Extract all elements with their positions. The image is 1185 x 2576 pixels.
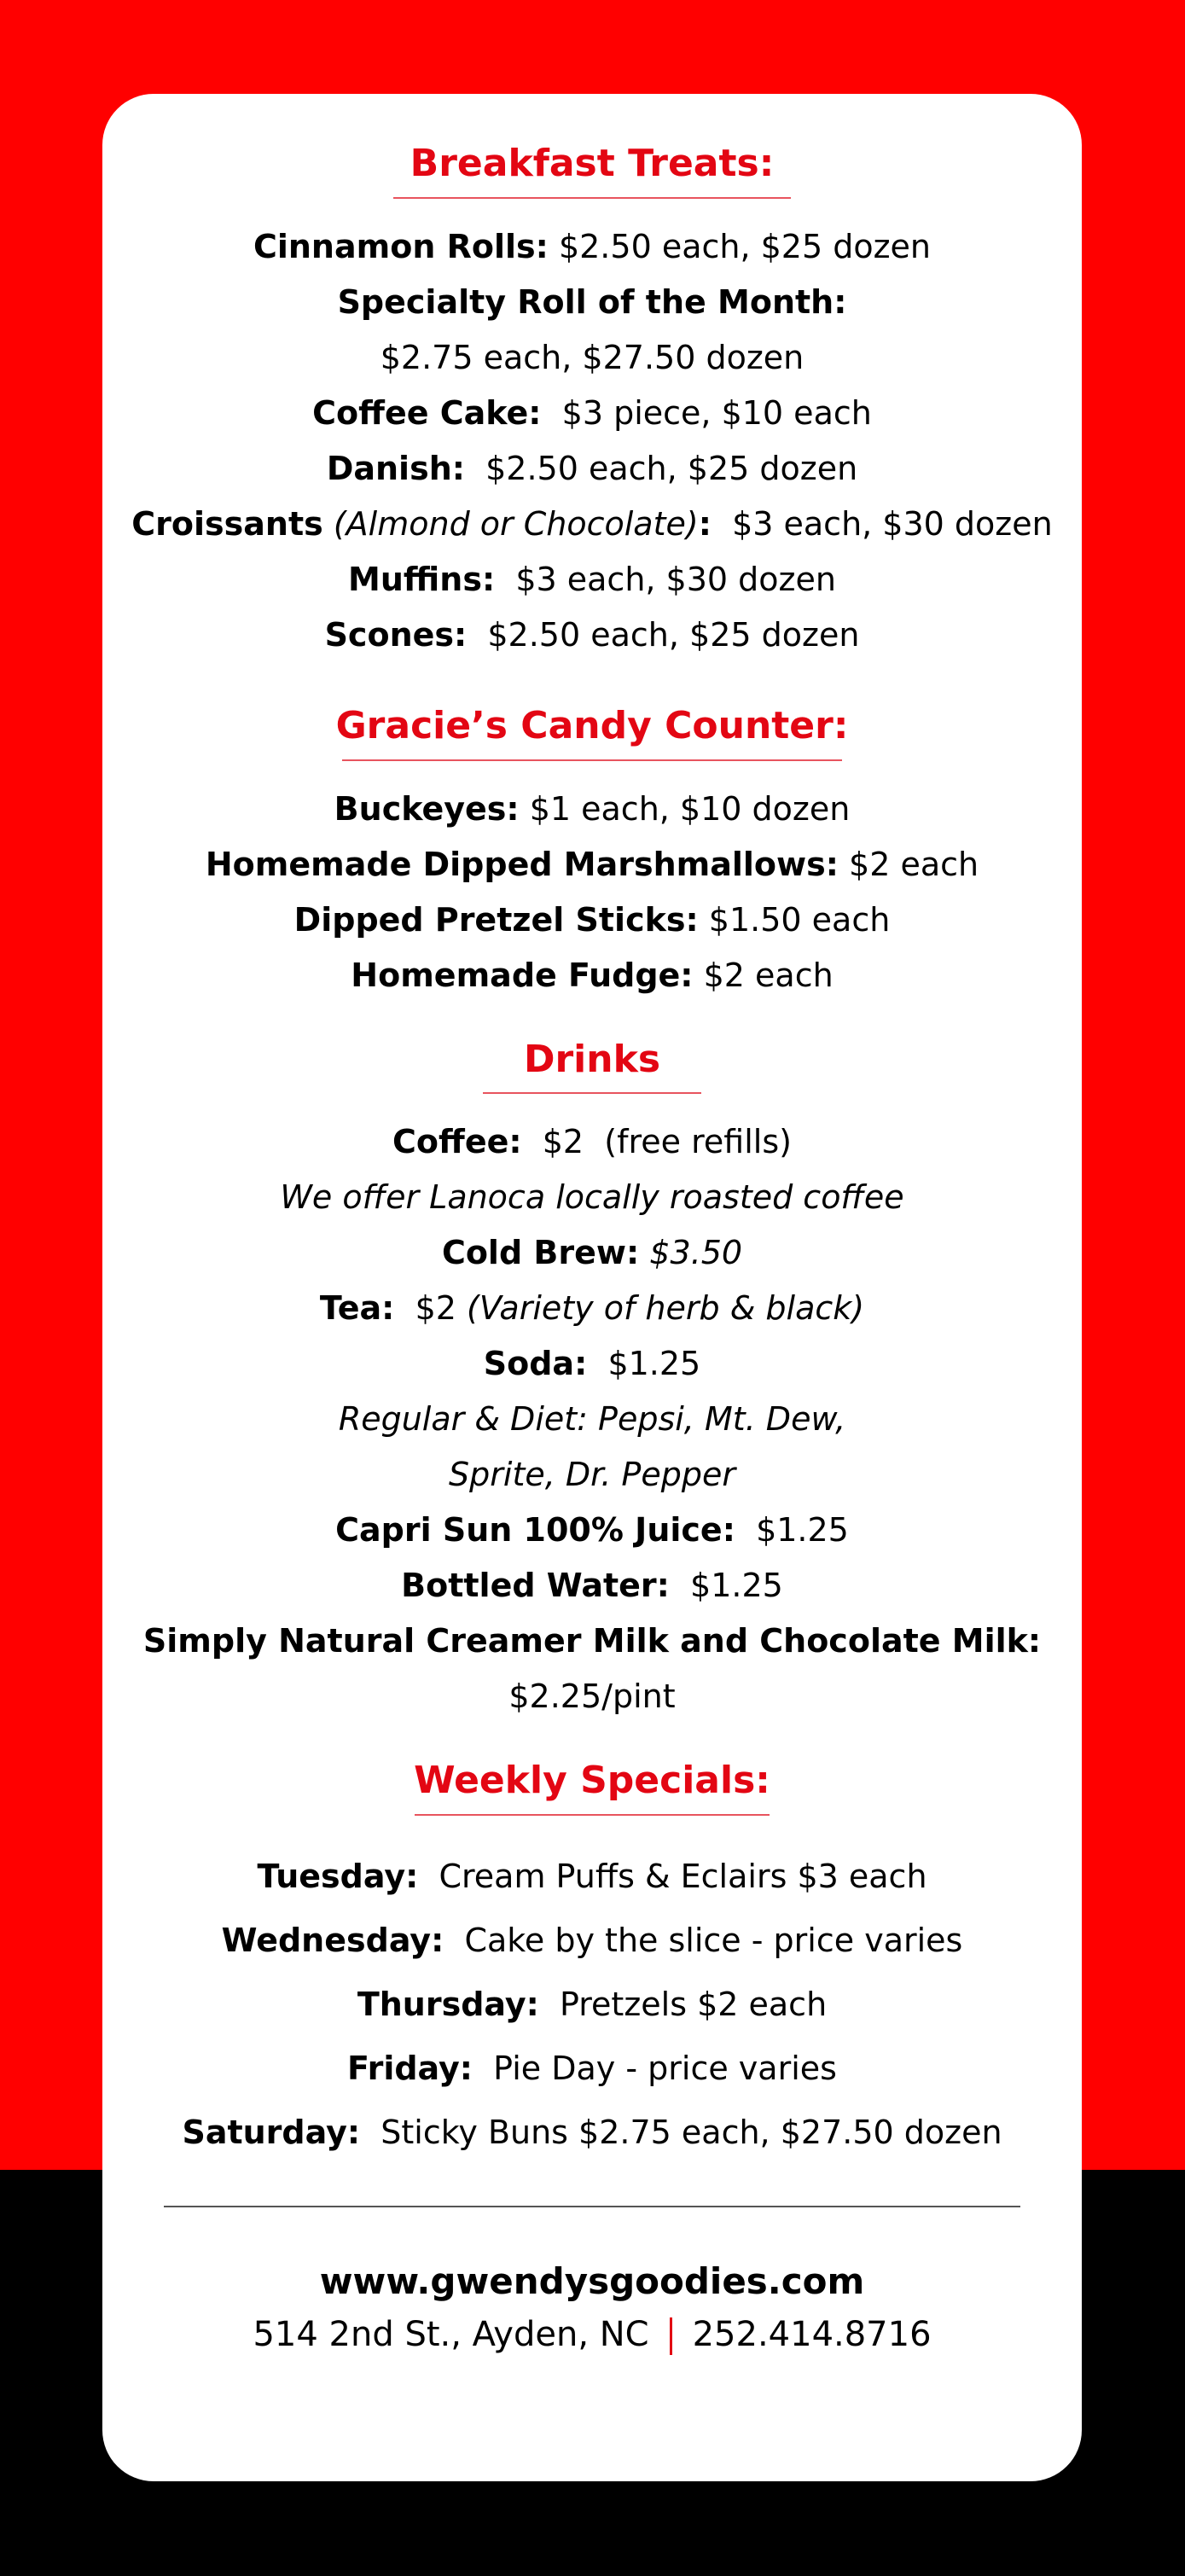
special-item: Wednesday: Cake by the slice - price varies — [221, 1922, 963, 1960]
breakfast-title: Breakfast Treats: — [410, 142, 775, 185]
special-item: Saturday: Sticky Buns $2.75 each, $27.50 dozen — [182, 2114, 1002, 2152]
menu-item: Cinnamon Rolls: $2.50 each, $25 dozen — [253, 227, 932, 265]
menu-item-name: Specialty Roll of the Month: — [337, 282, 847, 321]
breakfast-section — [102, 142, 1082, 663]
menu-item: Bottled Water: $1.25 — [401, 1567, 783, 1605]
menu-item: Homemade Fudge: $2 each — [351, 956, 834, 994]
menu-item: Dipped Pretzel Sticks: $1.50 each — [293, 900, 891, 939]
special-item: Friday: Pie Day - price varies — [347, 2050, 837, 2088]
section-divider — [483, 1092, 701, 1094]
menu-item: Coffee: $2 (free refills) — [392, 1123, 792, 1161]
website-link[interactable]: www.gwendysgoodies.com — [319, 2260, 865, 2303]
breakfast-list — [102, 219, 1082, 663]
drinks-title: Drinks — [523, 1037, 661, 1081]
section-divider — [415, 1814, 770, 1816]
section-divider — [393, 197, 791, 199]
address: 514 2nd St., Ayden, NC — [253, 2315, 649, 2355]
menu-item: Coffee Cake: $3 piece, $10 each — [312, 393, 872, 432]
special-item: Tuesday: Cream Puffs & Eclairs $3 each — [257, 1858, 927, 1896]
menu-note: We offer Lanoca locally roasted coffee — [280, 1178, 904, 1217]
menu-item-price: $2.75 each, $27.50 dozen — [380, 338, 805, 376]
menu-item: Tea: $2 (Variety of herb & black) — [319, 1289, 865, 1328]
menu-item: Croissants (Almond or Chocolate): $3 each, $30 dozen — [131, 504, 1053, 543]
separator-bar — [670, 2317, 672, 2355]
drinks-list — [102, 1114, 1082, 1724]
weekly-list — [102, 1845, 1082, 2165]
menu-item: Danish: $2.50 each, $25 dozen — [326, 449, 858, 487]
phone-number[interactable]: 252.414.8716 — [692, 2315, 932, 2355]
footer — [102, 2255, 1082, 2361]
special-item: Thursday: Pretzels $2 each — [357, 1986, 828, 2024]
section-divider — [342, 759, 842, 761]
weekly-specials-section — [102, 1759, 1082, 2165]
menu-item: Scones: $2.50 each, $25 dozen — [324, 615, 860, 654]
contact-line — [102, 2308, 1082, 2361]
menu-item-price: $2.25/pint — [508, 1678, 676, 1716]
menu-item-name: Simply Natural Creamer Milk and Chocolate Milk: — [142, 1622, 1042, 1660]
menu-card — [102, 94, 1082, 2481]
menu-item: Homemade Dipped Marshmallows: $2 each — [205, 845, 979, 883]
menu-note: Sprite, Dr. Pepper — [449, 1456, 735, 1494]
menu-item: Capri Sun 100% Juice: $1.25 — [335, 1511, 849, 1550]
candy-section — [102, 704, 1082, 1003]
weekly-title: Weekly Specials: — [414, 1759, 770, 1803]
menu-item: Muffins: $3 each, $30 dozen — [348, 560, 836, 598]
drinks-section — [102, 1038, 1082, 1725]
candy-title: Gracie’s Candy Counter: — [335, 703, 849, 747]
menu-note: Regular & Diet: Pepsi, Mt. Dew, — [338, 1400, 846, 1439]
menu-item: Cold Brew: $3.50 — [441, 1234, 743, 1272]
menu-item: Buckeyes: $1 each, $10 dozen — [334, 789, 851, 828]
menu-item: Soda: $1.25 — [483, 1345, 701, 1383]
candy-list — [102, 782, 1082, 1003]
footer-divider — [164, 2206, 1020, 2207]
